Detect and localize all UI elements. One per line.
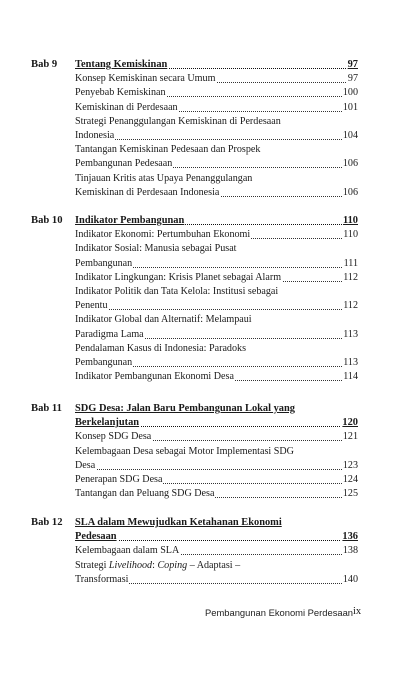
toc-entry[interactable] <box>75 101 358 115</box>
toc-page-number: 136 <box>342 531 358 543</box>
toc-entry-text: Kelembagaan Desa sebagai Motor Implementasi SDG <box>75 445 294 457</box>
toc-entry[interactable] <box>75 299 358 313</box>
toc-page-number: 112 <box>343 271 358 283</box>
toc-entry-text: Indikator Politik dan Tata Kelola: Institusi sebagai <box>75 286 279 297</box>
toc-entry-text: Strategi Livelihood: Coping – Adaptasi – <box>75 559 241 571</box>
chapter-title-line[interactable] <box>75 416 358 430</box>
toc-entry-text: Indikator Pembangunan <box>75 215 185 226</box>
toc-page-number: 114 <box>343 371 358 383</box>
toc-entry-text: Pendalaman Kasus di Indonesia: Paradoks <box>75 342 246 354</box>
toc-entry-text: Tinjauan Kritis atas Upaya Penanggulangan <box>75 172 253 184</box>
toc-entry[interactable] <box>75 487 358 501</box>
toc-entry-text: Tantangan Kemiskinan Pedesaan dan Prospek <box>75 144 261 156</box>
toc-entry[interactable] <box>75 430 358 444</box>
toc-page-number: 110 <box>343 229 358 241</box>
toc-page-number: 110 <box>342 215 358 226</box>
toc-page-number: 112 <box>343 300 358 312</box>
toc-page-number: 140 <box>342 573 358 585</box>
chapter-title-line[interactable] <box>75 530 358 544</box>
dot-leader <box>75 469 358 470</box>
toc-page-number: 124 <box>342 474 358 485</box>
toc-entry[interactable] <box>75 86 358 100</box>
chapter-title-line <box>75 402 358 416</box>
toc-page-number: 100 <box>342 87 358 99</box>
toc-entry-text: Konsep SDG Desa <box>75 431 152 443</box>
toc-entry <box>75 445 358 459</box>
toc-page-number: 97 <box>347 73 358 85</box>
toc-entry[interactable] <box>75 473 358 487</box>
toc-page-number: 113 <box>343 328 358 340</box>
toc-entry[interactable] <box>75 370 358 384</box>
page-number: ix <box>353 606 362 617</box>
toc-page-number: 120 <box>342 417 358 429</box>
toc-entry <box>75 285 358 299</box>
toc-entry-text: Penyebab Kemiskinan <box>75 87 166 99</box>
chapter-number: Bab 12 <box>31 517 63 528</box>
toc-page-number: 104 <box>342 130 358 141</box>
toc-entry[interactable] <box>75 186 358 200</box>
toc-page-number: 121 <box>342 431 358 443</box>
chapter-title-line[interactable] <box>75 214 358 228</box>
toc-entry[interactable] <box>75 228 358 242</box>
toc-entry-text: Pembangunan Pedesaan <box>75 158 173 170</box>
toc-entry-text: Indikator Pembangunan Ekonomi Desa <box>75 371 234 383</box>
toc-entry-text: Indonesia <box>75 130 115 141</box>
toc-entry-text: Desa <box>75 459 96 471</box>
toc-entry[interactable] <box>75 356 358 370</box>
toc-entry-text: Strategi Penanggulangan Kemiskinan di Perdesaan <box>75 115 281 127</box>
toc-entry-text: Tentang Kemiskinan <box>75 59 168 70</box>
chapter-number: Bab 11 <box>31 403 62 414</box>
toc-entry-text: Penentu <box>75 300 108 312</box>
toc-entry[interactable] <box>75 72 358 86</box>
toc-entry <box>75 115 358 129</box>
toc-entry-text: Tantangan dan Peluang SDG Desa <box>75 488 215 500</box>
toc-entry <box>75 559 358 573</box>
toc-entry[interactable] <box>75 157 358 171</box>
toc-page-number: 101 <box>342 101 358 113</box>
toc-entry-text: Pembangunan <box>75 357 133 368</box>
toc-page-number: 125 <box>342 488 358 500</box>
toc-page-number: 113 <box>343 357 358 368</box>
toc-entry[interactable] <box>75 271 358 285</box>
toc-entry-text: SDG Desa: Jalan Baru Pembangunan Lokal yang <box>75 403 295 414</box>
chapter-number: Bab 9 <box>31 59 58 70</box>
toc-entry-text: Penerapan SDG Desa <box>75 474 163 485</box>
toc-entry <box>75 143 358 157</box>
toc-entry <box>75 342 358 356</box>
chapter-title-line <box>75 516 358 530</box>
toc-entry-text: Indikator Sosial: Manusia sebagai Pusat <box>75 243 237 255</box>
toc-page-number: 138 <box>342 545 358 557</box>
toc-entry-text: Indikator Ekonomi: Pertumbuhan Ekonomi <box>75 229 251 241</box>
toc-entry-text: Pedesaan <box>75 531 117 543</box>
toc-entry <box>75 313 358 327</box>
chapter-number: Bab 10 <box>31 215 63 226</box>
toc-entry-text: Konsep Kemiskinan secara Umum <box>75 73 216 85</box>
toc-entry[interactable] <box>75 328 358 342</box>
toc-entry[interactable] <box>75 544 358 558</box>
toc-entry-text: Pembangunan <box>75 257 133 269</box>
chapter-title-line[interactable] <box>75 58 358 72</box>
toc-entry-text: Kelembagaan dalam SLA <box>75 545 180 557</box>
toc-entry[interactable] <box>75 129 358 143</box>
toc-entry-text: Kemiskinan di Perdesaan <box>75 101 178 113</box>
toc-entry-text: Transformasi <box>75 573 129 585</box>
running-footer-title: Pembangunan Ekonomi Perdesaan <box>205 607 354 618</box>
toc-entry-text: Kemiskinan di Perdesaan Indonesia <box>75 186 220 198</box>
toc-entry-text: Indikator Lingkungan: Krisis Planet sebagai Alarm <box>75 271 282 283</box>
toc-entry[interactable] <box>75 459 358 473</box>
toc-entry-text: Indikator Global dan Alternatif: Melampaui <box>75 314 252 326</box>
dot-leader <box>75 309 358 310</box>
toc-entry-text: Berkelanjutan <box>75 417 140 429</box>
dot-leader <box>75 139 358 140</box>
toc-entry <box>75 242 358 256</box>
toc-entry-text: SLA dalam Mewujudkan Ketahanan Ekonomi <box>75 517 282 528</box>
toc-page-number: 123 <box>342 459 358 471</box>
toc-entry[interactable] <box>75 257 358 271</box>
toc-entry[interactable] <box>75 573 358 587</box>
toc-entry <box>75 172 358 186</box>
toc-page-number: 97 <box>347 59 358 70</box>
toc-page-number: 106 <box>342 158 358 170</box>
toc-page-number: 106 <box>342 186 358 198</box>
toc-page-number: 111 <box>343 257 358 269</box>
toc-entry-text: Paradigma Lama <box>75 328 144 340</box>
